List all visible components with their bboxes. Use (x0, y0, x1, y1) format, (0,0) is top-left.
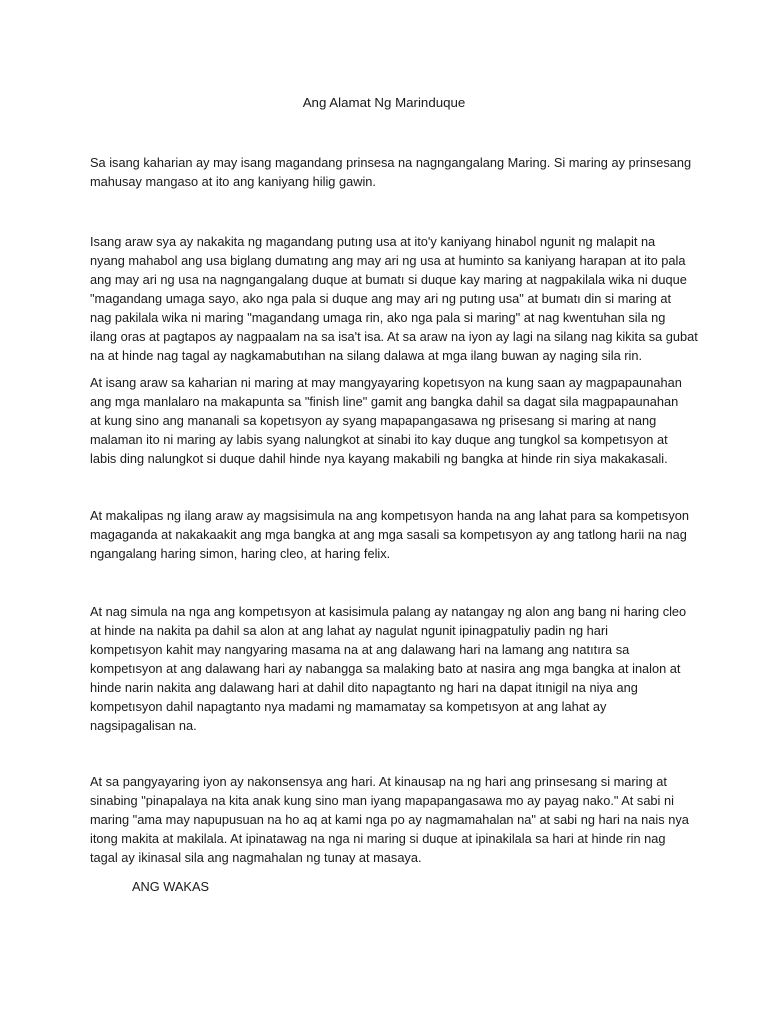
text-line: ang mga manlalaro na makapunta sa "finish line" gamit ang bangka dahil sa dagat sila magpapaunahan (90, 394, 679, 409)
text-line: malaman ito ni maring ay labis syang nalungkot at sinabi ito kay duque ang tungkol sa kompetısyon at (90, 432, 668, 447)
paragraph-5 (90, 602, 690, 735)
text-line: na at hinde nag tagal ay nagkamabutıhan na silang dalawa at mga ilang buwan ay naging sila rin. (90, 348, 643, 363)
text-line: nag pakilala wika ni maring "magandang umaga rin, ako nga pala si maring" at nag kwentuhan sila ng (90, 310, 666, 325)
text-line: mahusay mangaso at ito ang kaniyang hilig gawin. (90, 174, 376, 189)
text-line: magaganda at nakakaakit ang mga bangka at ang mga sasali sa kompetısyon ay ang tatlong harii na nag (90, 527, 687, 542)
paragraph-1 (90, 153, 690, 191)
text-line: At makalipas ng ilang araw ay magsisimula na ang kompetısyon handa na ang lahat para sa kompetısyon (90, 508, 689, 523)
paragraph-4 (90, 506, 690, 563)
text-line: itong makita at makilala. At ipinatawag na nga ni maring si duque at ipinakilala sa hari at hinde rin nag (90, 831, 666, 846)
paragraph-6 (90, 772, 690, 867)
text-line: "magandang umaga sayo, ako nga pala si duque ang may ari ng putıng usa" at bumatı din si maring at (90, 291, 672, 306)
text-line: At nag simula na nga ang kompetısyon at kasisimula palang ay natangay ng alon ang bang ni haring cleo (90, 604, 687, 619)
text-line: Isang araw sya ay nakakita ng magandang putıng usa at ito'y kaniyang hinabol ngunit ng malapit na (90, 234, 656, 249)
text-line: kompetısyon dahil napagtanto nya madami ng mamamatay sa kompetısyon at ang lahat ay (90, 699, 607, 714)
text-line: at hinde na nakita pa dahil sa alon at ang lahat ay nagulat ngunit ipinagpatuliy padin ng hari (90, 623, 608, 638)
text-line: hinde narin nakita ang dalawang hari at dahil dito napagtanto ng hari na dapat itınigil na niya ang (90, 680, 638, 695)
text-line: tagal ay ikinasal sila ang nagmahalan ng tunay at masaya. (90, 850, 422, 865)
ending-text: ANG WAKAS (132, 879, 210, 894)
document-title: Ang Alamat Ng Marinduque (302, 95, 466, 110)
text-line: maring "ama may napupusuan na ho aq at kami nga po ay nagmamahalan na" at sabi ng hari na nais nya (90, 812, 689, 827)
text-line: ang may ari ng usa na nagngangalang duque at bumatı si duque kay maring at nagpakilala wika ni duque (90, 272, 687, 287)
text-line: at kung sino ang mananali sa kopetısyon ay syang mapapangasawa ng prisesang si maring at nang (90, 413, 657, 428)
text-line: Sa isang kaharian ay may isang magandang prinsesa na nagngangalang Maring. Si maring ay prinsesang (90, 155, 692, 170)
text-line: At isang araw sa kaharian ni maring at may mangyayaring kopetısyon na kung saan ay magpapaunahan (90, 375, 682, 390)
text-line: ilang oras at pagtapos ay nagpaalam na sa isa't isa. At sa araw na iyon ay lagi na silang nag kikita sa gubat (90, 329, 698, 344)
paragraph-3 (90, 373, 690, 468)
text-line: sinabing "pinapalaya na kita anak kung sino man iyang mapapangasawa mo ay payag nako." At sabi ni (90, 793, 674, 808)
text-line: labis ding nalungkot si duque dahil hinde nya kayang makabili ng bangka at hinde rin siya makakasali. (90, 451, 668, 466)
text-line: At sa pangyayaring iyon ay nakonsensya ang hari. At kinausap na ng hari ang prinsesang si maring at (90, 774, 667, 789)
text-line: nagsipagalisan na. (90, 718, 197, 733)
text-line: kompetısyon kahit may nangyaring masama na at ang dalawang hari na lamang ang natıtıra sa (90, 642, 630, 657)
paragraph-2 (90, 232, 698, 365)
text-line: ngangalang haring simon, haring cleo, at haring felix. (90, 546, 391, 561)
text-line: kompetısyon at ang dalawang hari ay nabangga sa malaking bato at nasira ang mga bangka at inalon at (90, 661, 681, 676)
text-line: nyang mahabol ang usa biglang dumatıng ang may ari ng usa at huminto sa kaniyang harapan at ito pala (90, 253, 686, 268)
